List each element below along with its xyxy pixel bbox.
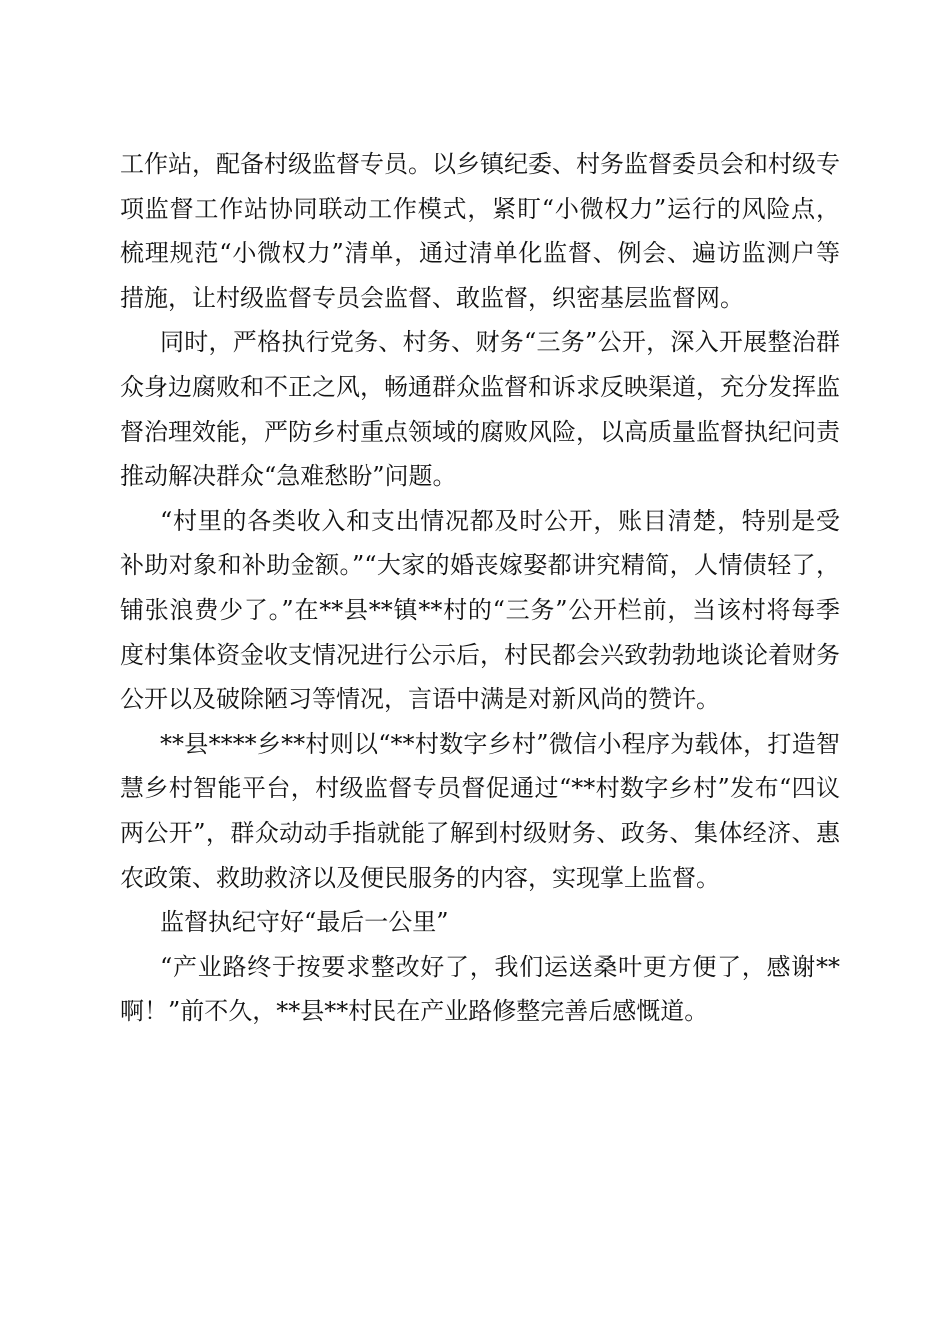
paragraph-villager-quotes: “村里的各类收入和支出情况都及时公开，账目清楚，特别是受补助对象和补助金额。”“大家的婚丧嫁娶都讲究精简，人情债轻了，铺张浪费少了。”在**县**镇**村的“三务”公开栏前，当该村将每季度村集体资金收支情况进行公示后，村民都会兴致勃勃地谈论着财务公开以及破除陋习等情况，言语中满是对新风尚的赞许。 [120,506,840,714]
paragraph-industry-road: “产业路终于按要求整改好了，我们运送桑叶更方便了，感谢**啊！”前不久，**县**村民在产业路修整完善后感慨道。 [120,952,840,1026]
paragraph-three-affairs-disclosure: 同时，严格执行党务、村务、财务“三务”公开，深入开展整治群众身边腐败和不正之风，畅通群众监督和诉求反映渠道，充分发挥监督治理效能，严防乡村重点领域的腐败风险，以高质量监督执纪问责推动解决群众“急难愁盼”问题。 [120,328,840,491]
document-body [120,142,840,1034]
section-heading: 监督执纪守好“最后一公里” [160,908,449,937]
paragraph-digital-village: **县****乡**村则以“**村数字乡村”微信小程序为载体，打造智慧乡村智能平台，村级监督专员督促通过“**村数字乡村”发布“四议两公开”，群众动动手指就能了解到村级财务、政务、集体经济、惠农政策、救助救济以及便民服务的内容，实现掌上监督。 [120,729,840,892]
paragraph-continuation: 工作站，配备村级监督专员。以乡镇纪委、村务监督委员会和村级专项监督工作站协同联动工作模式，紧盯“小微权力”运行的风险点，梳理规范“小微权力”清单，通过清单化监督、例会、遍访监测户等措施，让村级监督专员会监督、敢监督，织密基层监督网。 [120,150,840,312]
